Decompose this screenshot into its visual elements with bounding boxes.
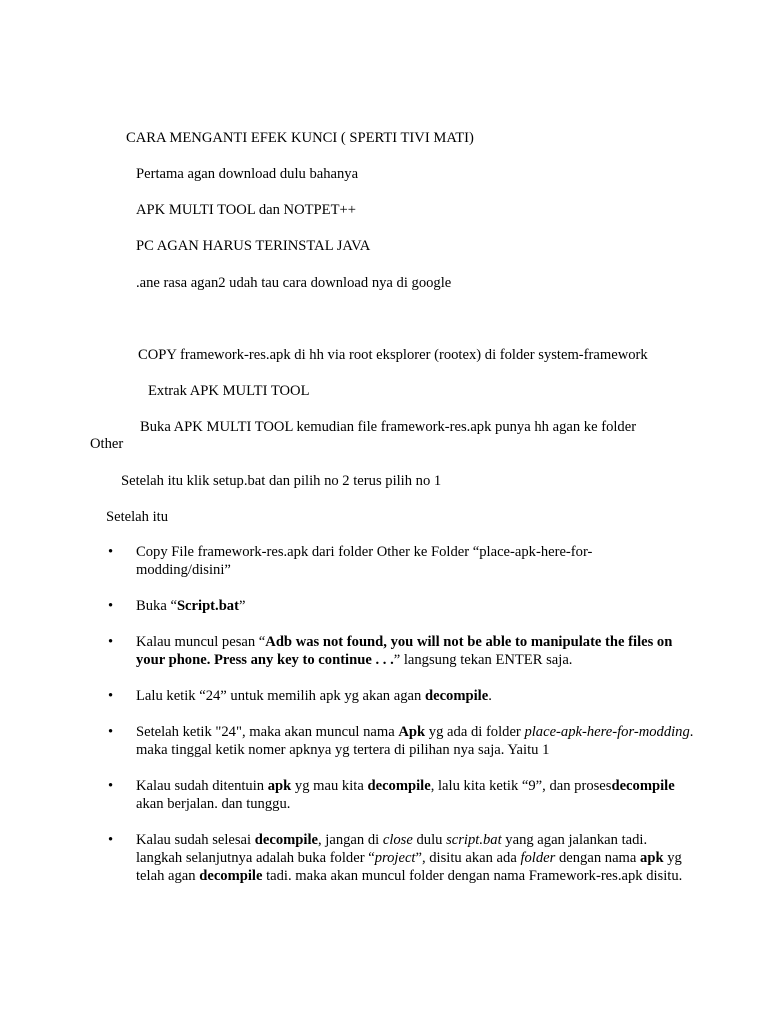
bullet-icon: • xyxy=(108,688,114,704)
list-item-text: Copy File framework-res.apk dari folder Other ke Folder “place-apk-here-for- modding/disini” xyxy=(136,544,593,578)
list-item-text: Buka “Script.bat” xyxy=(136,598,246,614)
list-item-text: Setelah ketik "24", maka akan muncul nama Apk yg ada di folder place-apk-here-for-modding. maka tinggal ketik nomer apknya yg tertera di pilihan nya saja. Yaitu 1 xyxy=(136,724,694,758)
text-line: .ane rasa agan2 udah tau cara download nya di google xyxy=(136,275,452,291)
bullet-icon: • xyxy=(108,634,114,650)
list-item-text: Kalau sudah selesai decompile, jangan di close dulu script.bat yang agan jalankan tadi. langkah selanjutnya adalah buka folder “project”, disitu akan ada folder dengan nama apk yg telah agan decompile tadi. maka akan muncul folder dengan nama Framework-res.apk disitu. xyxy=(136,832,683,884)
bullet-icon: • xyxy=(108,778,114,794)
text-line: APK MULTI TOOL dan NOTPET++ xyxy=(136,202,356,218)
bullet-icon: • xyxy=(108,598,114,614)
text-line: Extrak APK MULTI TOOL xyxy=(148,383,310,399)
text-line: Buka APK MULTI TOOL kemudian file framework-res.apk punya hh agan ke folder xyxy=(140,419,637,435)
text-line: PC AGAN HARUS TERINSTAL JAVA xyxy=(136,238,371,254)
text-line: COPY framework-res.apk di hh via root eksplorer (rootex) di folder system-framework xyxy=(138,347,648,363)
list-item-text: Kalau sudah ditentuin apk yg mau kita decompile, lalu kita ketik “9”, dan prosesdecompile akan berjalan. dan tunggu. xyxy=(136,778,675,812)
text-line: Pertama agan download dulu bahanya xyxy=(136,166,359,182)
bullet-icon: • xyxy=(108,544,114,560)
list-item-text: Lalu ketik “24” untuk memilih apk yg akan agan decompile. xyxy=(136,688,492,704)
list-item-text: Kalau muncul pesan “Adb was not found, you will not be able to manipulate the files on your phone. Press any key to continue . . .” langsung tekan ENTER saja. xyxy=(136,634,673,668)
bullet-icon: • xyxy=(108,832,114,848)
bullet-icon: • xyxy=(108,724,114,740)
document-title: CARA MENGANTI EFEK KUNCI ( SPERTI TIVI MATI) xyxy=(126,130,474,146)
text-line: Other xyxy=(90,436,124,452)
text-line: Setelah itu klik setup.bat dan pilih no 2 terus pilih no 1 xyxy=(121,473,442,489)
text-line: Setelah itu xyxy=(106,509,169,525)
